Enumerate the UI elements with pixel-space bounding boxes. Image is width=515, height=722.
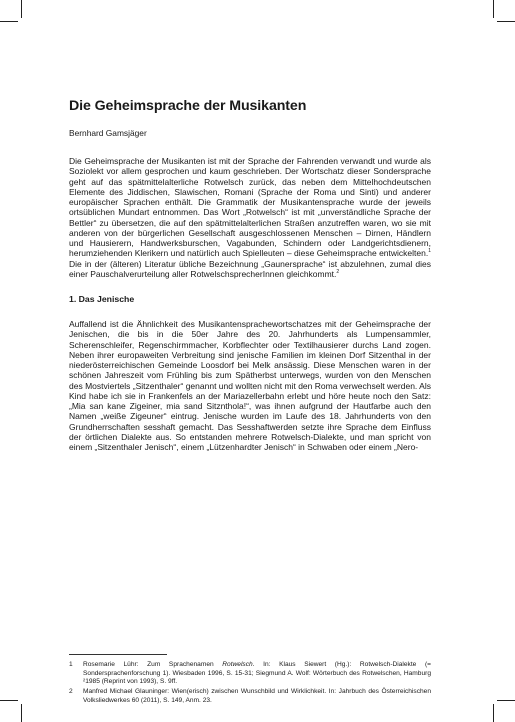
crop-mark bbox=[493, 0, 494, 18]
footnote-number: 1 bbox=[69, 661, 73, 668]
footnote-ref-2[interactable]: 2 bbox=[336, 268, 340, 275]
article-title: Die Geheimsprache der Musikanten bbox=[69, 98, 307, 114]
article-author: Bernhard Gamsjäger bbox=[69, 128, 147, 138]
footnote-emphasis: Rotwelsch bbox=[222, 661, 253, 668]
footnote-text: Manfred Michael Glauninger: Wien(erisch) zwischen Wunschbild und Wirklichkeit. In: Jahrbuch des Österreichischen Volksliedwerkes 60 (2011), S. 149, Anm. 23. bbox=[83, 688, 431, 704]
footnote-text-part: . In: Klaus Siewert (Hg.): Rotwelsch-Dialekte (= Sondersprachenforschung 1). Wiesbaden 1996, S. 15-31; Siegmund A. Wolf: Wörterbuch des Rotwelschen, Hamburg ²1985 (Reprint von 1993), S. 9ff. bbox=[83, 661, 431, 686]
article bbox=[69, 98, 431, 452]
crop-mark bbox=[497, 700, 515, 701]
footnote-1 bbox=[69, 661, 431, 687]
crop-mark bbox=[497, 21, 515, 22]
crop-mark bbox=[21, 0, 22, 18]
section-paragraph: Auffallend ist die Ähnlichkeit des Musikantensprachewortschatzes mit der Geheimsprache der Jenischen, die bis in die 50er Jahre des 20. Jahrhunderts als Lumpensammler, Scherenschleifer, Regenschirmmacher, Korbflechter oder Textilhausierer durchs Land zogen. Neben ihrer europaweiten Verbreitung sind jenische Familien im kleinen Dorf Sitzenthal in der niederösterreichischen Gemeinde Loosdorf bei Melk ansässig. Diese Menschen waren in der schönen Jahreszeit vom Frühling bis zum Spätherbst unterwegs, wurden von den Menschen des Mostviertels „Sitzenthaler“ genannt und wollten nicht mit den Roma verwechselt werden. Als Kind habe ich sie in Frankenfels an der Mariazellerbahn erlebt und höre heute noch den Satz: „Mia san kane Zigeiner, mia sand Sitznthola!“, was ihnen aufgrund der Hautfarbe auch den Namen „weiße Zigeuner“ eintrug. Jenische wurden im Laufe des 18. Jahrhunderts von den Grundherrschaften sesshaft gemacht. Das Sesshaftwerden setzte ihre Sprache dem Einfluss der örtlichen Dialekte aus. So entstanden mehrere Rotwelsch-Dialekte, und man spricht von einem „Sitzenthaler Jenisch“, einem „Lützenhardter Jenisch“ in Schwaben oder einem „Nero- bbox=[69, 319, 431, 452]
crop-mark bbox=[21, 704, 22, 722]
crop-mark bbox=[493, 704, 494, 722]
footnote-2 bbox=[69, 688, 431, 705]
crop-mark bbox=[0, 21, 18, 22]
intro-text-continued: Die in der (älteren) Literatur übliche Bezeichnung „Gaunersprache“ ist abzulehnen, zumal dies einer Pauschalverurteilung aller RotwelschsprecherInnen gleichkommt. bbox=[69, 258, 431, 279]
footnote-text bbox=[83, 661, 431, 687]
intro-text: Die Geheimsprache der Musikanten ist mit der Sprache der Fahrenden verwandt und wurde als Soziolekt vor allem gesprochen und kaum geschrieben. Der Wortschatz dieser Sondersprache geht auf das spätmittelalterliche Rotwelsch zurück, das neben dem Mittelhochdeutschen Elemente des Jiddischen, Slawischen, Romani (Sprache der Roma und Sinti) und anderer europäischer Sprachen enthält. Die Grammatik der Musikantensprache wurde der jeweils ortsüblichen Mundart entnommen. Das Wort „Rotwelsch“ ist mit „unverständliche Sprache der Bettler“ zu übersetzen, die auf den spätmittelalterlichen Straßen anzutreffen waren, wo sie mit anderen von der bürgerlichen Gesellschaft ausgeschlossenen Menschen – Dirnen, Händlern und Hausierern, Handwerksburschen, Vagabunden, Schindern oder Landgerichtsdienern, herumziehenden Klerikern und natürlich auch Spielleuten – diese Geheimsprache entwickelten. bbox=[69, 156, 431, 259]
crop-mark bbox=[0, 700, 18, 701]
section-heading: 1. Das Jenische bbox=[69, 294, 135, 304]
footnote-text-part: Rosemarie Lühr: Zum Sprachenamen bbox=[83, 661, 223, 668]
footnote-ref-1[interactable]: 1 bbox=[428, 248, 431, 255]
footnote-rule bbox=[69, 654, 167, 655]
intro-paragraph bbox=[69, 156, 431, 279]
footnote-number: 2 bbox=[69, 688, 73, 695]
